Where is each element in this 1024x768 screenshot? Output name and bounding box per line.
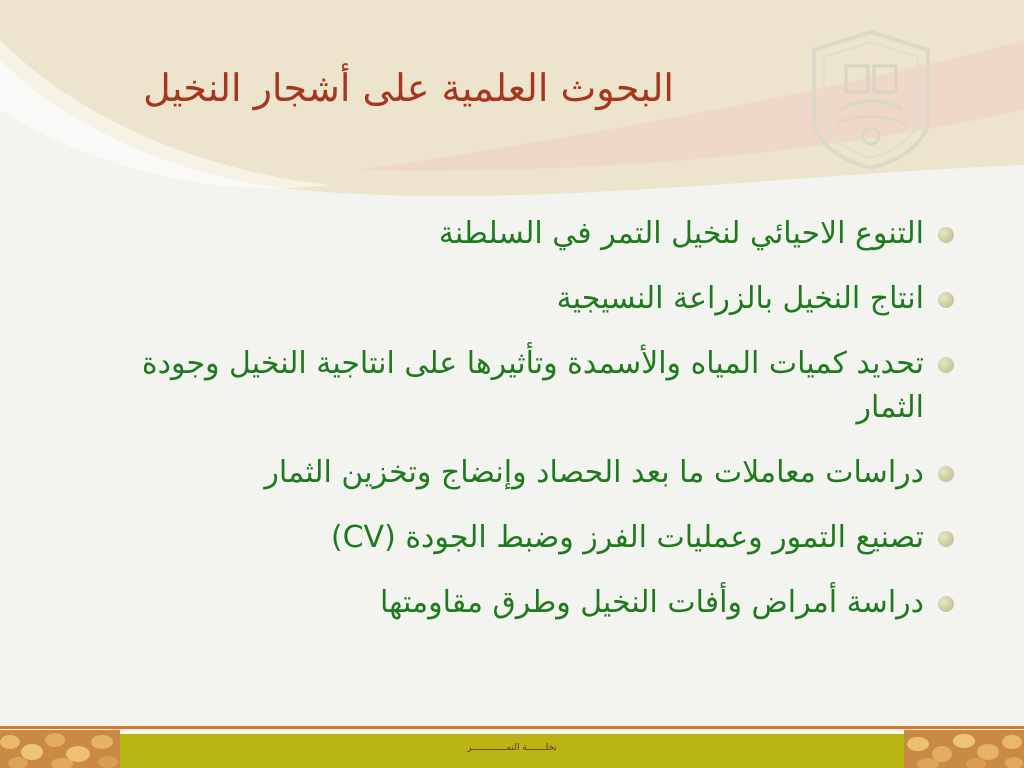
bullet-circle-icon bbox=[938, 596, 954, 612]
bullet-text: دراسة أمراض وأفات النخيل وطرق مقاومتها bbox=[379, 585, 924, 620]
bullet-circle-icon bbox=[938, 531, 954, 547]
bullet-circle-icon bbox=[938, 227, 954, 243]
list-item bbox=[100, 451, 966, 495]
footer-text: نخلـــــــة التمـــــــــــــر bbox=[467, 743, 557, 753]
slide-title: البحوث العلمية على أشجار النخيل bbox=[143, 66, 674, 110]
bullet-text: تصنيع التمور وعمليات الفرز وضبط الجودة (CV) bbox=[330, 520, 924, 555]
bullet-text: تحديد كميات المياه والأسمدة وتأثيرها على انتاجية النخيل وجودة الثمار bbox=[141, 346, 924, 425]
list-item bbox=[100, 516, 966, 560]
bullet-circle-icon bbox=[938, 466, 954, 482]
bullet-circle-icon bbox=[938, 357, 954, 373]
bullet-list bbox=[100, 212, 966, 646]
list-item bbox=[100, 581, 966, 625]
bullet-text: انتاج النخيل بالزراعة النسيجية bbox=[556, 281, 924, 316]
bullet-circle-icon bbox=[938, 292, 954, 308]
bullet-text: التنوع الاحيائي لنخيل التمر في السلطنة bbox=[438, 216, 924, 251]
date-fruit-image bbox=[904, 730, 1024, 768]
university-seal-watermark bbox=[806, 28, 936, 170]
list-item bbox=[100, 342, 966, 430]
footer-divider bbox=[0, 726, 1024, 729]
list-item bbox=[100, 212, 966, 256]
date-fruit-image bbox=[0, 730, 120, 768]
list-item bbox=[100, 277, 966, 321]
bullet-text: دراسات معاملات ما بعد الحصاد وإنضاج وتخزين الثمار bbox=[264, 455, 924, 490]
footer-strip bbox=[120, 734, 904, 768]
